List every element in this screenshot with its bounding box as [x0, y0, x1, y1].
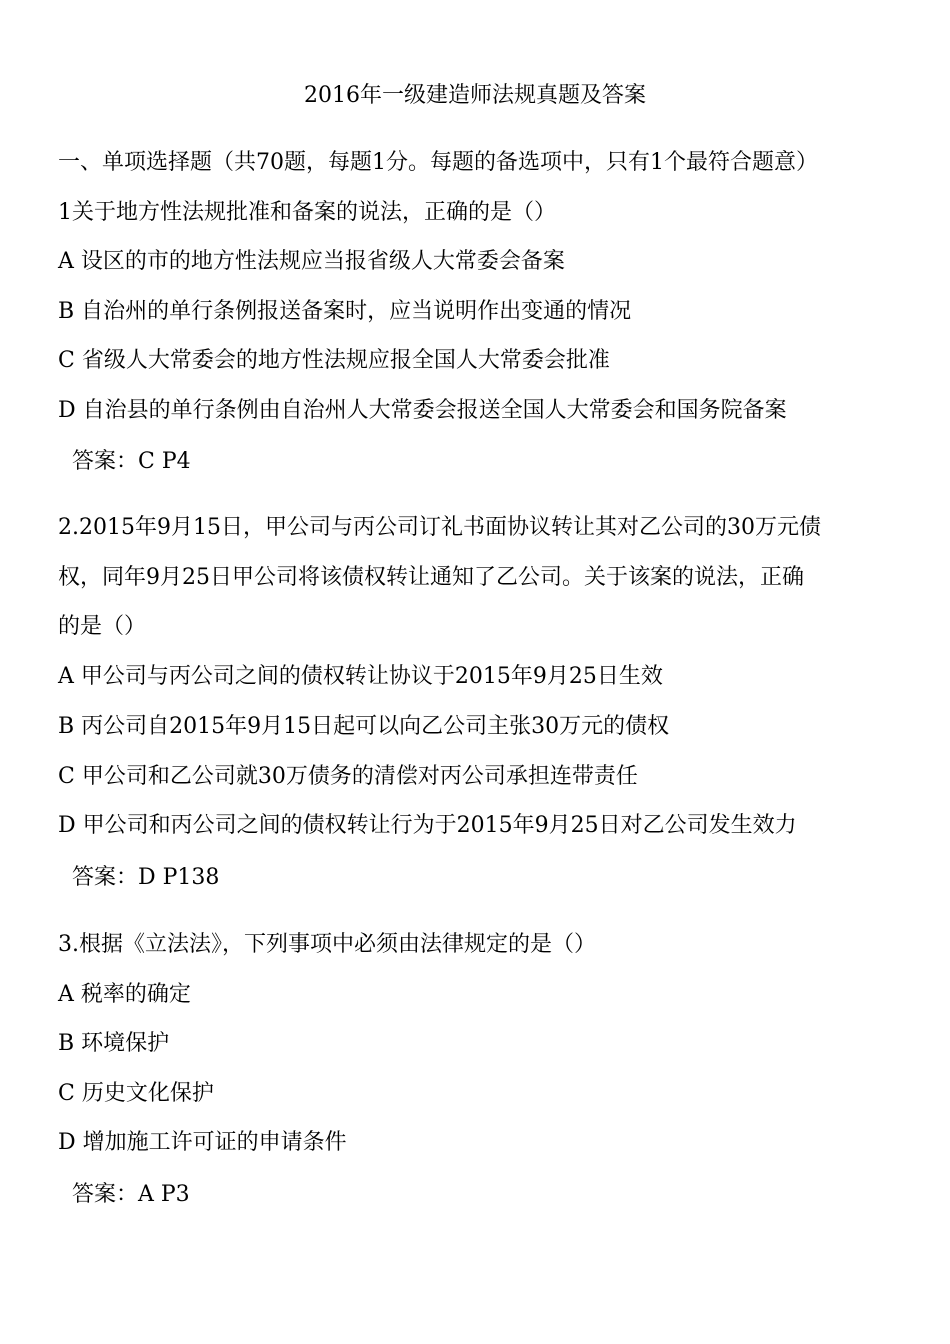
- question-3-answer: 答案：A P3: [72, 1182, 190, 1207]
- question-2-stem-line-2: 权，同年9月25日甲公司将该债权转让通知了乙公司。关于该案的说法，正确: [58, 565, 804, 590]
- question-2-stem-line-3: 的是（）: [58, 614, 147, 639]
- question-3-stem: 3.根据《立法法》，下列事项中必须由法律规定的是（）: [58, 932, 596, 957]
- question-3-option-a: A 税率的确定: [58, 982, 191, 1007]
- question-1-stem: 1关于地方性法规批准和备案的说法，正确的是（）: [58, 200, 556, 225]
- section-heading: 一、单项选择题（共70题，每题1分。每题的备选项中，只有1个最符合题意）: [58, 150, 818, 175]
- question-1-option-a: A 设区的市的地方性法规应当报省级人大常委会备案: [58, 249, 565, 274]
- document-title: 2016年一级建造师法规真题及答案: [304, 83, 646, 108]
- question-2-option-a: A 甲公司与丙公司之间的债权转让协议于2015年9月25日生效: [58, 664, 663, 689]
- question-1-option-c: C 省级人大常委会的地方性法规应报全国人大常委会批准: [58, 348, 610, 373]
- question-2-stem-line-1: 2.2015年9月15日，甲公司与丙公司订礼书面协议转让其对乙公司的30万元债: [58, 515, 821, 540]
- question-1-answer: 答案：C P4: [72, 449, 191, 474]
- question-3-option-b: B 环境保护: [58, 1031, 170, 1056]
- question-3-option-d: D 增加施工许可证的申请条件: [58, 1130, 347, 1155]
- question-1-option-d: D 自治县的单行条例由自治州人大常委会报送全国人大常委会和国务院备案: [58, 398, 787, 423]
- question-2-option-c: C 甲公司和乙公司就30万债务的清偿对丙公司承担连带责任: [58, 764, 638, 789]
- question-2-answer: 答案：D P138: [72, 865, 220, 890]
- question-2-option-b: B 丙公司自2015年9月15日起可以向乙公司主张30万元的债权: [58, 714, 670, 739]
- question-2-option-d: D 甲公司和丙公司之间的债权转让行为于2015年9月25日对乙公司发生效力: [58, 813, 797, 838]
- question-1-option-b: B 自治州的单行条例报送备案时，应当说明作出变通的情况: [58, 299, 632, 324]
- question-3-option-c: C 历史文化保护: [58, 1081, 214, 1106]
